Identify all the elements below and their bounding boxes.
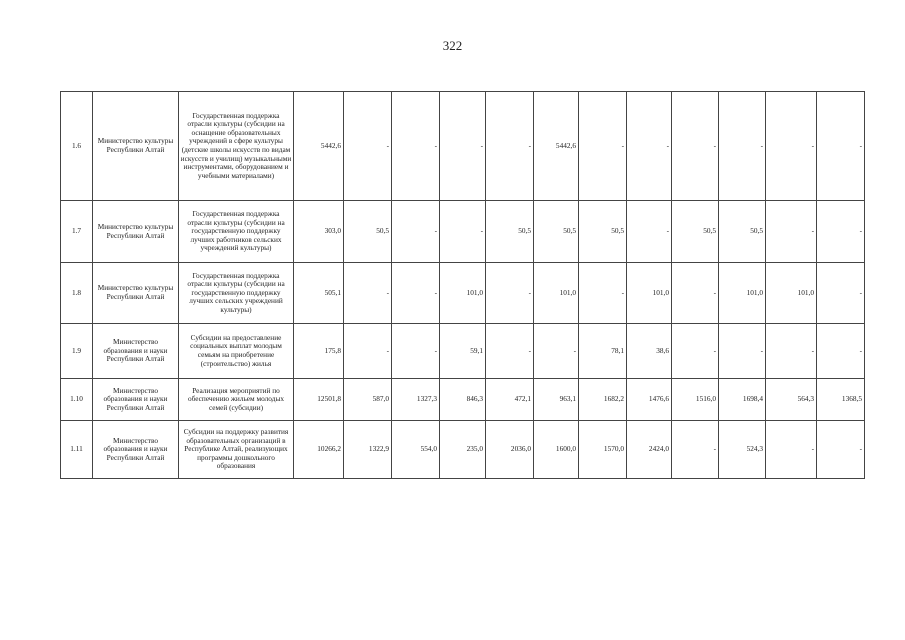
year-value-cell: - (392, 324, 440, 379)
row-number: 1.11 (61, 421, 93, 479)
year-value-cell: - (766, 421, 817, 479)
year-value-cell: 38,6 (627, 324, 672, 379)
table-row (61, 421, 865, 479)
total-cell: 12501,8 (294, 379, 344, 421)
year-value-cell: 1476,6 (627, 379, 672, 421)
total-cell: 303,0 (294, 201, 344, 263)
year-value-cell: 59,1 (440, 324, 486, 379)
description-cell: Субсидии на предоставление социальных выплат молодым семьям на приобретение (строительство) жилья (179, 324, 294, 379)
year-value-cell: - (672, 263, 719, 324)
year-value-cell: - (817, 324, 865, 379)
year-value-cell: 1368,5 (817, 379, 865, 421)
year-value-cell: - (719, 92, 766, 201)
year-value-cell: 564,3 (766, 379, 817, 421)
row-number: 1.10 (61, 379, 93, 421)
description-cell: Государственная поддержка отрасли культуры (субсидии на государственную поддержку лучших сельских учреждений культуры) (179, 263, 294, 324)
total-cell: 5442,6 (294, 92, 344, 201)
ministry-cell: Министерство образования и науки Республики Алтай (93, 421, 179, 479)
year-value-cell: 587,0 (344, 379, 392, 421)
year-value-cell: 1570,0 (579, 421, 627, 479)
year-value-cell: 2036,0 (486, 421, 534, 479)
budget-table (60, 91, 865, 479)
ministry-cell: Министерство культуры Республики Алтай (93, 201, 179, 263)
table-row (61, 324, 865, 379)
year-value-cell: 101,0 (627, 263, 672, 324)
description-cell: Государственная поддержка отрасли культуры (субсидии на государственную поддержку лучших работников сельских учреждений культуры) (179, 201, 294, 263)
year-value-cell: - (486, 324, 534, 379)
ministry-cell: Министерство образования и науки Республики Алтай (93, 379, 179, 421)
year-value-cell: 524,3 (719, 421, 766, 479)
year-value-cell: - (817, 263, 865, 324)
year-value-cell: 50,5 (344, 201, 392, 263)
row-number: 1.9 (61, 324, 93, 379)
year-value-cell: - (392, 263, 440, 324)
year-value-cell: - (392, 201, 440, 263)
ministry-cell: Министерство культуры Республики Алтай (93, 263, 179, 324)
year-value-cell: 1327,3 (392, 379, 440, 421)
table-row (61, 92, 865, 201)
year-value-cell: 50,5 (534, 201, 579, 263)
description-cell: Субсидии на поддержку развития образовательных организаций в Республике Алтай, реализующих программы дошкольного образования (179, 421, 294, 479)
year-value-cell: 472,1 (486, 379, 534, 421)
year-value-cell: - (627, 201, 672, 263)
year-value-cell: - (392, 92, 440, 201)
year-value-cell: - (486, 92, 534, 201)
year-value-cell: 963,1 (534, 379, 579, 421)
description-cell: Реализация мероприятий по обеспечению жильем молодых семей (субсидии) (179, 379, 294, 421)
year-value-cell: - (534, 324, 579, 379)
year-value-cell: - (344, 92, 392, 201)
row-number: 1.7 (61, 201, 93, 263)
row-number: 1.8 (61, 263, 93, 324)
year-value-cell: 5442,6 (534, 92, 579, 201)
year-value-cell: - (817, 201, 865, 263)
total-cell: 505,1 (294, 263, 344, 324)
year-value-cell: 846,3 (440, 379, 486, 421)
year-value-cell: 101,0 (719, 263, 766, 324)
year-value-cell: - (440, 92, 486, 201)
year-value-cell: - (817, 92, 865, 201)
year-value-cell: 1322,9 (344, 421, 392, 479)
page-number: 322 (442, 38, 463, 53)
year-value-cell: - (344, 324, 392, 379)
year-value-cell: 554,0 (392, 421, 440, 479)
description-cell: Государственная поддержка отрасли культуры (субсидии на оснащение образовательных учреждений в сфере культуры (детские школы искусств по видам искусств и училищ) музыкальными инструментами, оборудованием и учебными материалами) (179, 92, 294, 201)
year-value-cell: 50,5 (579, 201, 627, 263)
year-value-cell: 101,0 (766, 263, 817, 324)
year-value-cell: - (579, 92, 627, 201)
total-cell: 10266,2 (294, 421, 344, 479)
year-value-cell: 1698,4 (719, 379, 766, 421)
year-value-cell: - (672, 92, 719, 201)
year-value-cell: 50,5 (719, 201, 766, 263)
total-cell: 175,8 (294, 324, 344, 379)
table-row (61, 201, 865, 263)
year-value-cell: - (766, 201, 817, 263)
year-value-cell: 50,5 (486, 201, 534, 263)
row-number: 1.6 (61, 92, 93, 201)
year-value-cell: 1516,0 (672, 379, 719, 421)
year-value-cell: - (719, 324, 766, 379)
year-value-cell: - (344, 263, 392, 324)
year-value-cell: - (486, 263, 534, 324)
year-value-cell: - (766, 92, 817, 201)
year-value-cell: - (672, 324, 719, 379)
table-row (61, 263, 865, 324)
year-value-cell: - (440, 201, 486, 263)
year-value-cell: - (672, 421, 719, 479)
year-value-cell: 1600,0 (534, 421, 579, 479)
year-value-cell: 1682,2 (579, 379, 627, 421)
year-value-cell: - (627, 92, 672, 201)
year-value-cell: - (579, 263, 627, 324)
table-row (61, 379, 865, 421)
year-value-cell: 101,0 (440, 263, 486, 324)
year-value-cell: 2424,0 (627, 421, 672, 479)
year-value-cell: 50,5 (672, 201, 719, 263)
year-value-cell: 101,0 (534, 263, 579, 324)
ministry-cell: Министерство культуры Республики Алтай (93, 92, 179, 201)
year-value-cell: 78,1 (579, 324, 627, 379)
year-value-cell: - (766, 324, 817, 379)
year-value-cell: 235,0 (440, 421, 486, 479)
ministry-cell: Министерство образования и науки Республики Алтай (93, 324, 179, 379)
year-value-cell: - (817, 421, 865, 479)
